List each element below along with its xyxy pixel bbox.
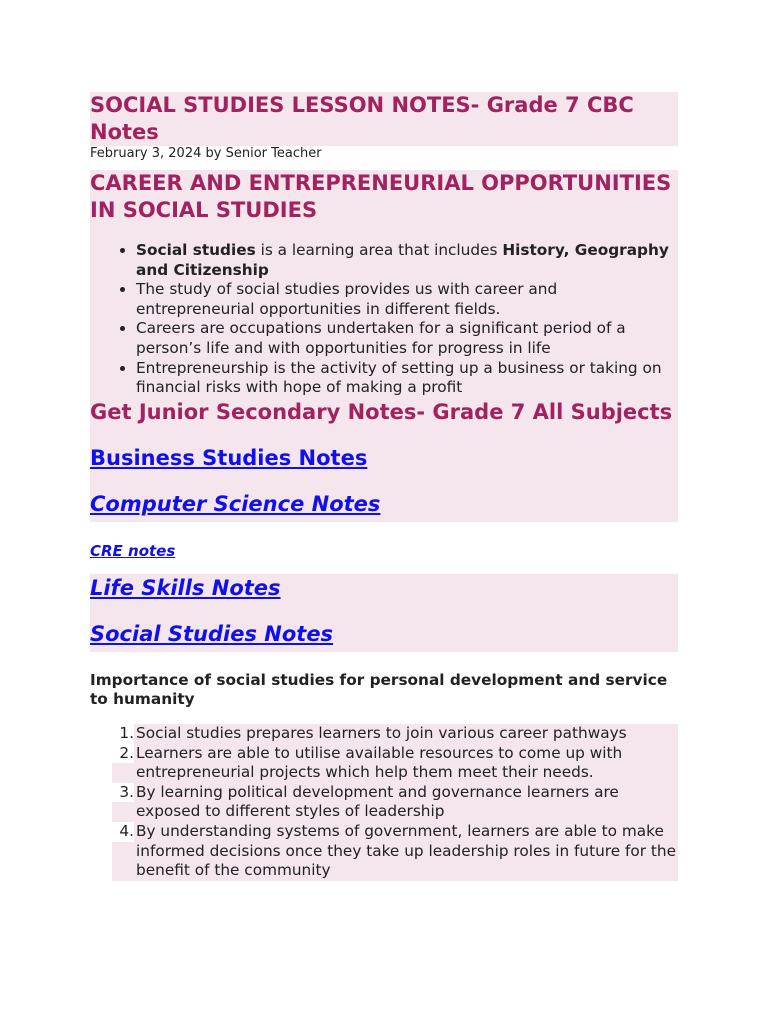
article-byline (90, 146, 678, 162)
career-heading: CAREER AND ENTREPRENEURIAL OPPORTUNITIES IN SOCIAL STUDIES (90, 171, 672, 222)
list-item: • Entrepreneurship is the activity of setting up a business or taking on financial risks with hope of making a profit (136, 359, 678, 398)
computer-science-link[interactable]: Computer Science Notes (90, 491, 381, 516)
item-text: Learners are able to utilise available resources to come up with entrepreneurial projects which help them meet their needs. (112, 744, 678, 783)
list-item: • Careers are occupations undertaken for a significant period of a person’s life and with opportunities for progress in life (136, 319, 678, 358)
list-item (90, 783, 678, 822)
links-block (90, 574, 678, 652)
importance-heading: Importance of social studies for personal development and service to humanity (90, 670, 668, 709)
list-item (136, 241, 678, 280)
article-page (90, 92, 678, 881)
byline-by: by (205, 146, 222, 161)
item-number: 4. (112, 822, 134, 842)
bullet-text: is a learning area that includes (255, 241, 503, 259)
bullet-bold-subjects: History, Geography and Citizenship (136, 241, 669, 279)
item-number: 1. (112, 724, 134, 744)
importance-list (90, 724, 678, 881)
business-studies-link[interactable]: Business Studies Notes (90, 445, 368, 470)
list-item (90, 724, 678, 744)
article-author: Senior Teacher (225, 146, 322, 161)
item-text: By learning political development and governance learners are exposed to different styles of leadership (112, 783, 678, 822)
item-text: By understanding systems of government, learners are able to make informed decisions once they take up leadership roles in future for the benefit of the community (112, 822, 678, 881)
social-studies-link[interactable]: Social Studies Notes (90, 621, 334, 646)
list-item: • The study of social studies provides us with career and entrepreneurial opportunities in different fields. (136, 280, 678, 319)
list-item (90, 822, 678, 881)
career-block (90, 170, 678, 522)
bullet-bold-term: Social studies (136, 241, 256, 259)
title-block (90, 92, 678, 146)
item-text: Social studies prepares learners to join various career pathways (112, 724, 678, 744)
career-bullet-list (90, 241, 678, 398)
junior-heading: Get Junior Secondary Notes- Grade 7 All Subjects (90, 399, 673, 424)
article-date: February 3, 2024 (90, 146, 202, 161)
cre-notes-link[interactable]: CRE notes (90, 541, 176, 560)
life-skills-link[interactable]: Life Skills Notes (90, 575, 281, 600)
article-title: SOCIAL STUDIES LESSON NOTES- Grade 7 CBC Notes (90, 93, 634, 144)
item-number: 3. (112, 783, 134, 803)
list-item (90, 744, 678, 783)
item-number: 2. (112, 744, 134, 764)
